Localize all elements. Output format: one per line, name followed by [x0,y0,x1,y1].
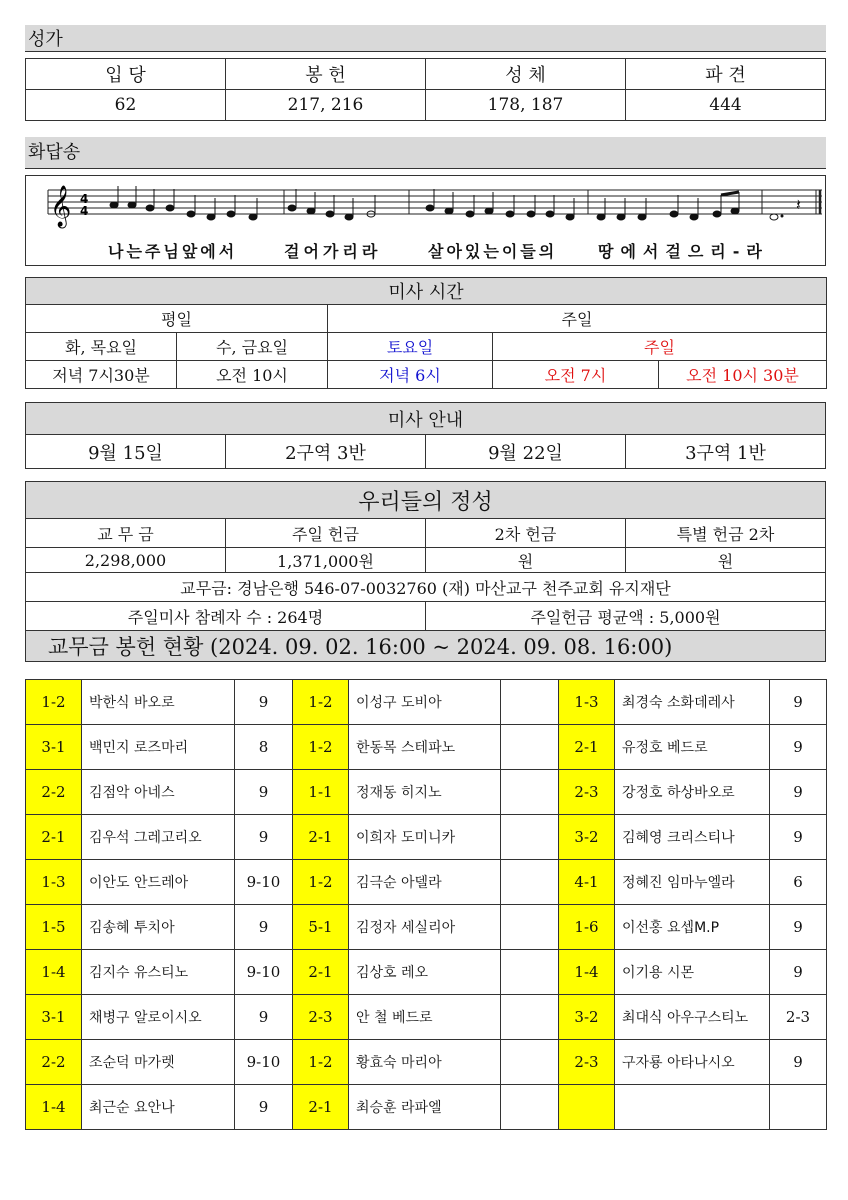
offering-table [25,481,826,662]
member-name-cell: 유정호 베드로 [615,725,770,770]
member-name-cell: 최대식 아우구스티노 [615,995,770,1040]
district-cell: 1-2 [293,860,349,905]
psalm-music-box [25,175,826,266]
day-sunday: 주일 [493,333,827,361]
sunday-attendance: 주일미사 참례자 수 : 264명 [26,602,426,631]
lyric-phrase-3: 살아있는이들의 [428,242,558,261]
district-cell: 1-3 [26,860,82,905]
district-cell: 1-2 [293,1040,349,1085]
dues-months-cell: 8 [235,725,293,770]
district-cell: 1-4 [26,950,82,995]
hymn-section-title: 성가 [25,25,826,52]
guide-district-2: 3구역 1반 [626,435,826,469]
member-name-cell: 조순덕 마가렛 [82,1040,235,1085]
day-saturday: 토요일 [328,333,493,361]
time-sunday-early: 오전 7시 [493,361,659,389]
dues-months-cell: 9 [770,1040,827,1085]
dues-months-cell [501,950,559,995]
psalm-section-title: 화답송 [25,137,826,169]
dues-roster-table [25,679,827,1130]
dues-months-cell: 2-3 [770,995,827,1040]
dues-status-title [26,631,826,662]
member-name-cell: 김정자 세실리아 [349,905,501,950]
district-cell: 2-1 [293,1085,349,1130]
member-name-cell: 최근순 요안나 [82,1085,235,1130]
district-cell: 1-2 [26,680,82,725]
mass-times-title: 미사 시간 [26,278,827,305]
hymn-communion-number: 178, 187 [426,90,626,121]
member-name-cell: 백민지 로즈마리 [82,725,235,770]
dues-months-cell: 9 [235,815,293,860]
dues-months-cell: 9 [770,815,827,860]
dues-months-cell [501,680,559,725]
member-name-cell: 이안도 안드레아 [82,860,235,905]
district-cell: 2-2 [26,770,82,815]
member-name-cell [615,1085,770,1130]
day-wed-fri: 수, 금요일 [177,333,328,361]
member-name-cell: 김우석 그레고리오 [82,815,235,860]
dues-months-cell: 9 [235,905,293,950]
offering-value-second: 원 [426,548,626,573]
guide-date-2: 9월 22일 [426,435,626,469]
dues-months-cell [501,1085,559,1130]
district-cell [559,1085,615,1130]
table-row [26,1040,827,1085]
table-row [26,905,827,950]
district-cell: 1-6 [559,905,615,950]
offering-value-dues: 2,298,000 [26,548,226,573]
district-cell: 5-1 [293,905,349,950]
weekday-label: 평일 [26,305,328,333]
offering-value-sunday: 1,371,000원 [226,548,426,573]
member-name-cell: 안 철 베드로 [349,995,501,1040]
dues-months-cell [501,770,559,815]
table-row [26,815,827,860]
time-signature-bottom: 4 [80,204,89,218]
district-cell: 2-1 [26,815,82,860]
dues-months-cell: 9 [770,905,827,950]
member-name-cell: 박한식 바오로 [82,680,235,725]
district-cell: 2-3 [559,1040,615,1085]
dues-months-cell: 9-10 [235,950,293,995]
time-sunday-late: 오전 10시 30분 [659,361,827,389]
hymn-offertory-number: 217, 216 [226,90,426,121]
dues-months-cell: 9 [235,680,293,725]
offering-header-second: 2차 헌금 [426,519,626,548]
dues-status-main: 교무금 봉헌 현황 [48,635,204,659]
district-cell: 1-1 [293,770,349,815]
lyric-phrase-4: 땅에서걸으리-라 [598,242,769,261]
member-name-cell: 이기용 시몬 [615,950,770,995]
day-tue-thu: 화, 목요일 [26,333,177,361]
dues-months-cell: 9 [770,725,827,770]
member-name-cell: 김극순 아델라 [349,860,501,905]
offering-header-sunday: 주일 헌금 [226,519,426,548]
time-saturday: 저녁 6시 [328,361,493,389]
member-name-cell: 김혜영 크리스티나 [615,815,770,860]
mass-guide-title: 미사 안내 [26,403,826,435]
district-cell: 2-1 [293,950,349,995]
hymn-table [25,58,826,121]
time-tue-thu: 저녁 7시30분 [26,361,177,389]
hymn-entrance-number: 62 [26,90,226,121]
dues-months-cell [501,905,559,950]
district-cell: 2-3 [293,995,349,1040]
member-name-cell: 이성구 도비아 [349,680,501,725]
hymn-header-entrance: 입 당 [26,59,226,90]
guide-district-1: 2구역 3반 [226,435,426,469]
table-row [26,1085,827,1130]
dues-months-cell: 9-10 [235,1040,293,1085]
hymn-recessional-number: 444 [626,90,826,121]
district-cell: 4-1 [559,860,615,905]
lyric-phrase-1: 나는주님앞에서 [108,242,238,261]
hymn-header-recessional: 파 견 [626,59,826,90]
table-row [26,995,827,1040]
table-row [26,770,827,815]
district-cell: 3-2 [559,815,615,860]
district-cell: 2-1 [293,815,349,860]
dues-months-cell [501,725,559,770]
offering-header-dues: 교 무 금 [26,519,226,548]
member-name-cell: 채병구 알로이시오 [82,995,235,1040]
district-cell: 1-2 [293,725,349,770]
table-row [26,725,827,770]
offering-value-special: 원 [626,548,826,573]
time-wed-fri: 오전 10시 [177,361,328,389]
district-cell: 3-1 [26,725,82,770]
member-name-cell: 한동목 스테파노 [349,725,501,770]
dues-months-cell: 9-10 [235,860,293,905]
district-cell: 1-4 [559,950,615,995]
mass-guide-table [25,402,826,469]
dues-months-cell: 9 [770,770,827,815]
dues-months-cell: 9 [235,770,293,815]
member-name-cell: 강정호 하상바오로 [615,770,770,815]
table-row [26,860,827,905]
dues-months-cell [501,860,559,905]
dues-months-cell: 9 [235,1085,293,1130]
member-name-cell: 최승훈 라파엘 [349,1085,501,1130]
offering-account: 교무금: 경남은행 546-07-0032760 (재) 마산교구 천주교회 유지재단 [26,573,826,602]
offering-title: 우리들의 정성 [26,482,826,519]
dues-months-cell: 9 [770,950,827,995]
member-name-cell: 정재동 히지노 [349,770,501,815]
table-row [26,680,827,725]
member-name-cell: 최경숙 소화데레사 [615,680,770,725]
dues-status-period: (2024. 09. 02. 16:00 ~ 2024. 09. 08. 16:00) [210,635,673,659]
district-cell: 1-2 [293,680,349,725]
mass-times-table [25,277,827,389]
member-name-cell: 이선홍 요셉M.P [615,905,770,950]
member-name-cell: 황효숙 마리아 [349,1040,501,1085]
member-name-cell: 구자룡 아타나시오 [615,1040,770,1085]
treble-clef-icon: 𝄞 [50,186,72,227]
guide-date-1: 9월 15일 [26,435,226,469]
member-name-cell: 김지수 유스티노 [82,950,235,995]
offering-header-special: 특별 헌금 2차 [626,519,826,548]
district-cell: 2-3 [559,770,615,815]
district-cell: 3-1 [26,995,82,1040]
hymn-header-communion: 성 체 [426,59,626,90]
music-notes [110,186,801,220]
member-name-cell: 정혜진 임마누엘라 [615,860,770,905]
sunday-label: 주일 [328,305,827,333]
member-name-cell: 김송혜 투치아 [82,905,235,950]
dues-months-cell [501,995,559,1040]
district-cell: 2-2 [26,1040,82,1085]
dues-months-cell [770,1085,827,1130]
lyric-phrase-2: 걸어가리라 [284,242,382,261]
table-row [26,950,827,995]
district-cell: 3-2 [559,995,615,1040]
district-cell: 2-1 [559,725,615,770]
svg-text:𝄽: 𝄽 [796,195,801,214]
dues-months-cell: 9 [770,680,827,725]
time-signature-top: 4 [80,192,89,206]
dues-months-cell [501,1040,559,1085]
member-name-cell: 김상호 레오 [349,950,501,995]
member-name-cell: 이희자 도미니카 [349,815,501,860]
district-cell: 1-3 [559,680,615,725]
dues-months-cell [501,815,559,860]
member-name-cell: 김점악 아네스 [82,770,235,815]
dues-months-cell: 6 [770,860,827,905]
dues-months-cell: 9 [235,995,293,1040]
district-cell: 1-5 [26,905,82,950]
district-cell: 1-4 [26,1085,82,1130]
sunday-offering-average: 주일헌금 평균액 : 5,000원 [426,602,826,631]
hymn-header-offertory: 봉 헌 [226,59,426,90]
